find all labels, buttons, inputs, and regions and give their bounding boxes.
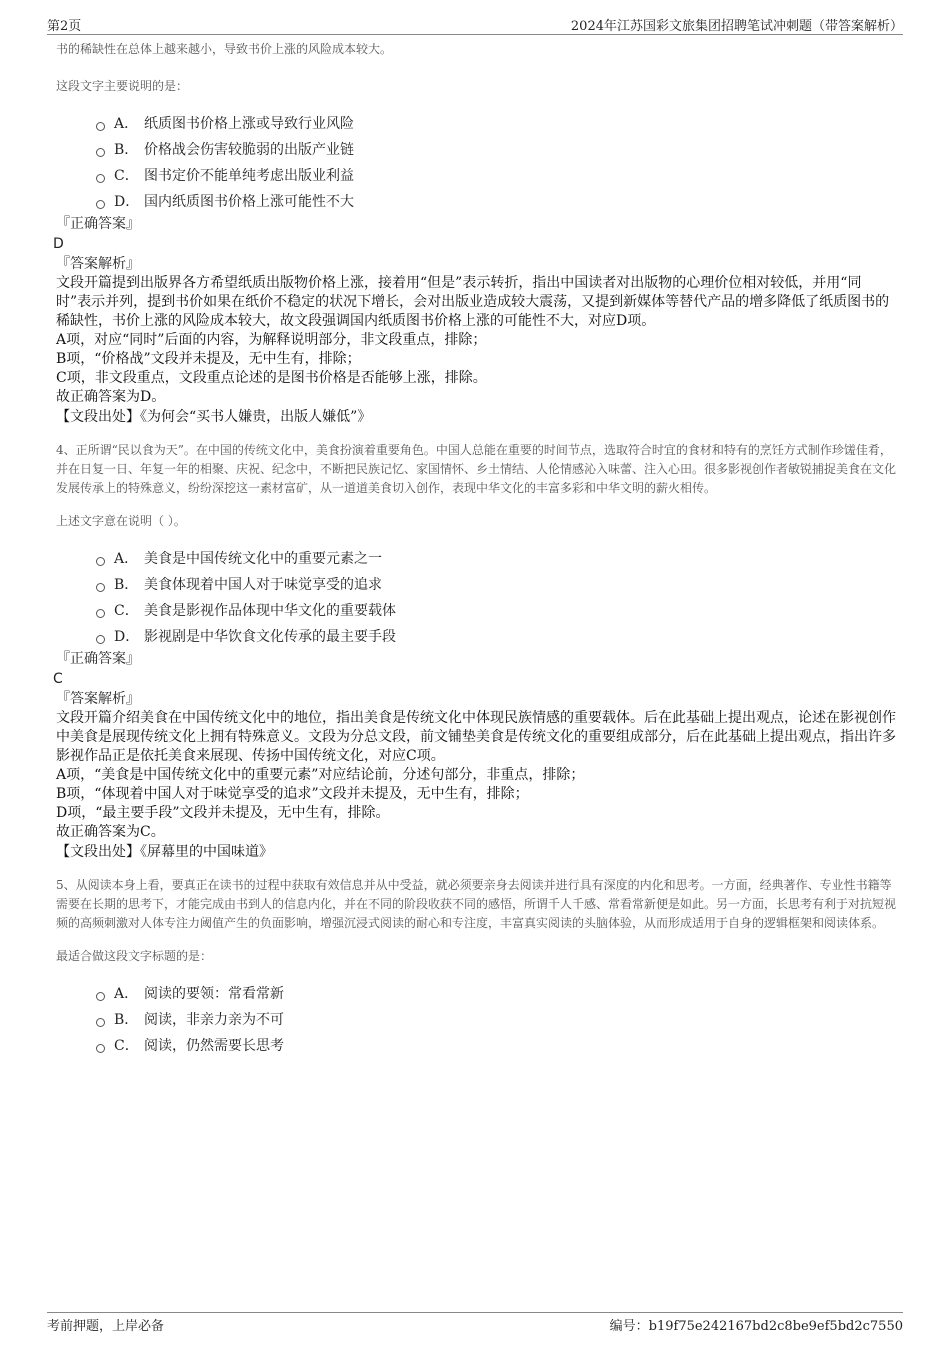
radio-icon[interactable] [96,122,105,131]
q5-option-b[interactable]: B． 阅读，非亲力亲为不可 [96,1006,896,1032]
q5-options [96,980,896,1058]
radio-icon[interactable] [96,174,105,183]
q4-analysis-label: 『答案解析』 [56,691,140,707]
radio-icon[interactable] [96,992,105,1001]
q3-option-c[interactable]: C． 图书定价不能单纯考虑出版业利益 [96,162,896,188]
q4-analysis-d: D项，“最主要手段”文段并未提及，无中生有，排除。 [56,805,390,821]
q3-analysis-main: 文段开篇提到出版界各方希望纸质出版物价格上涨，接着用“但是”表示转折，指出中国读者对出版物的心理价位相对较低，并用“同时”表示并列，提到书价如果在纸价不稳定的状况下增长，会对出版业造成较大震荡，又提到新媒体等替代产品的增多降低了纸质图书的稀缺性，书价上涨的风险成本较大，故文段强调国内纸质图书价格上涨的可能性不大，对应D项。 [56,275,890,329]
q4-answer-label: 『正确答案』 [56,651,140,667]
radio-icon[interactable] [96,1044,105,1053]
q5-stem: 5、从阅读本身上看，要真正在读书的过程中获取有效信息并从中受益，就必须要亲身去阅读并进行具有深度的内化和思考。一方面，经典著作、专业性书籍等需要在长期的思考下，才能完成由书到人的信息内化，并在不同的阶段收获不同的感悟，所谓千人千感、常看常新便是如此。另一方面，长思考有利于对抗短视频的高频刺激对人体专注力阈值产生的负面影响，增强沉浸式阅读的耐心和专注度，丰富真实阅读的头脑体验，从而形成适用于自身的逻辑框架和阅读体系。 [56,878,897,930]
document-title: 2024年江苏国彩文旅集团招聘笔试冲刺题（带答案解析） [570,19,903,34]
page-footer [47,1312,903,1333]
radio-icon[interactable] [96,200,105,209]
q3-options [96,110,896,214]
q5-prompt: 最适合做这段文字标题的是： [56,949,213,963]
q3-stem-tail: 书的稀缺性在总体上越来越小，导致书价上涨的风险成本较大。 [56,42,393,56]
q3-option-a[interactable]: A． 纸质图书价格上涨或导致行业风险 [96,110,896,136]
document-serial: 编号：b19f75e242167bd2c8be9ef5bd2c7550 [609,1319,903,1334]
q3-source: 【文段出处】《为何会“买书人嫌贵，出版人嫌低”》 [56,409,372,425]
q3-analysis-conclusion: 故正确答案为D。 [56,389,166,405]
q4-source: 【文段出处】《屏幕里的中国味道》 [56,844,273,860]
q4-prompt: 上述文字意在说明（ ）。 [56,514,186,528]
q3-analysis-b: B项，“价格战”文段并未提及，无中生有，排除； [56,351,361,367]
q4-option-c[interactable]: C． 美食是影视作品体现中华文化的重要载体 [96,597,896,623]
radio-icon[interactable] [96,609,105,618]
q3-option-d[interactable]: D． 国内纸质图书价格上涨可能性不大 [96,188,896,214]
radio-icon[interactable] [96,635,105,644]
q3-analysis-label: 『答案解析』 [56,256,140,272]
q5-option-a[interactable]: A． 阅读的要领：常看常新 [96,980,896,1006]
q3-analysis-a: A项，对应“同时”后面的内容，为解释说明部分，非文段重点，排除； [56,332,487,348]
radio-icon[interactable] [96,557,105,566]
q4-option-d[interactable]: D． 影视剧是中华饮食文化传承的最主要手段 [96,623,896,649]
radio-icon[interactable] [96,148,105,157]
footer-slogan: 考前押题，上岸必备 [47,1319,165,1334]
q4-analysis-a: A项，“美食是中国传统文化中的重要元素”对应结论前，分述句部分，非重点，排除； [56,767,585,783]
q3-option-b[interactable]: B． 价格战会伤害较脆弱的出版产业链 [96,136,896,162]
q4-answer: C [53,671,63,687]
q4-analysis-b: B项，“体现着中国人对于味觉享受的追求”文段并未提及，无中生有，排除； [56,786,529,802]
page-header [47,14,903,35]
q5-option-c[interactable]: C． 阅读，仍然需要长思考 [96,1032,896,1058]
q4-analysis-main: 文段开篇介绍美食在中国传统文化中的地位，指出美食是传统文化中体现民族情感的重要载体。后在此基础上提出观点，论述在影视创作中美食是展现传统文化上拥有特殊意义。文段为分总文段，前文铺垫美食是传统文化的重要组成部分，后在此基础上提出观点，指出许多影视作品正是依托美食来展现、传扬中国传统文化，对应C项。 [56,710,896,764]
radio-icon[interactable] [96,583,105,592]
q3-prompt: 这段文字主要说明的是： [56,79,189,93]
q4-stem: 4、正所谓“民以食为天”。在中国的传统文化中，美食扮演着重要角色。中国人总能在重要的时间节点，选取符合时宜的食材和特有的烹饪方式制作珍馐佳肴，并在日复一日、年复一年的相聚、庆祝、纪念中，不断把民族记忆、家国情怀、乡土情结、人伦情感沁入味蕾、注入心田。很多影视创作者敏锐捕捉美食在文化发展传承上的特殊意义，纷纷深挖这一素材富矿，从一道道美食切入创作，表现中华文化的丰富多彩和中华文明的薪火相传。 [56,443,897,495]
q4-option-b[interactable]: B． 美食体现着中国人对于味觉享受的追求 [96,571,896,597]
q4-options [96,545,896,649]
q3-answer: D [53,236,64,252]
radio-icon[interactable] [96,1018,105,1027]
q3-answer-label: 『正确答案』 [56,216,140,232]
q3-analysis-c: C项，非文段重点，文段重点论述的是图书价格是否能够上涨，排除。 [56,370,487,386]
q4-option-a[interactable]: A． 美食是中国传统文化中的重要元素之一 [96,545,896,571]
document-body [53,40,897,1058]
page-number: 第2页 [47,19,82,34]
q4-analysis-conclusion: 故正确答案为C。 [56,824,165,840]
